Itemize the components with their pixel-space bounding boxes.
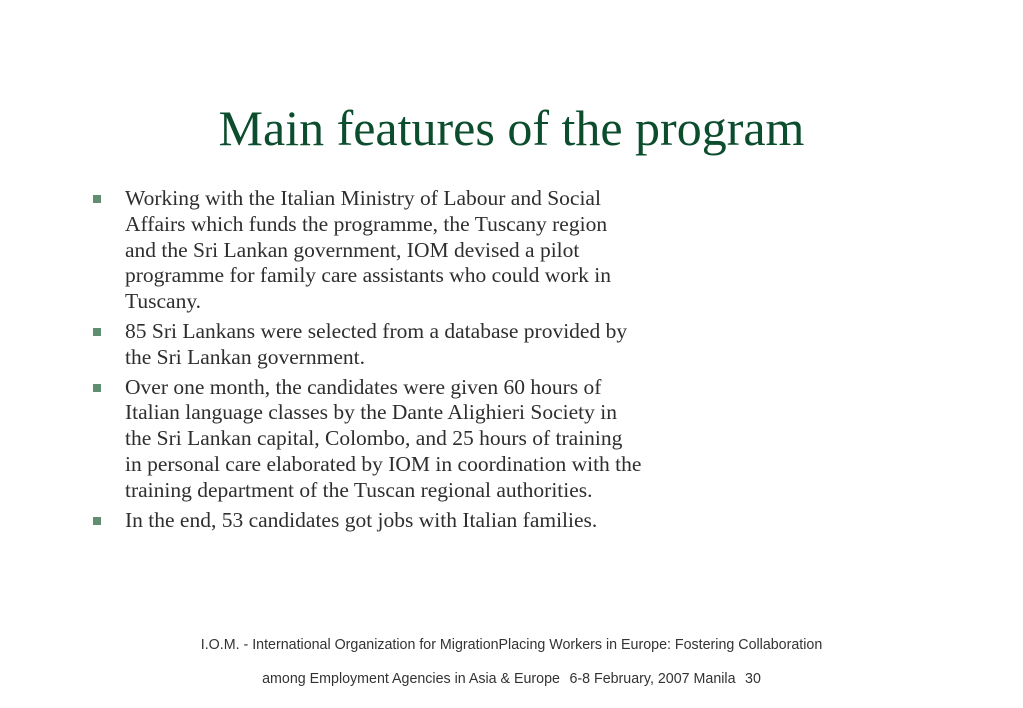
- bullet-line: Affairs which funds the programme, the Tuscany region: [125, 211, 608, 236]
- square-bullet-icon: [93, 195, 101, 203]
- bullet-item: [90, 508, 790, 534]
- bullet-line: 85 Sri Lankans were selected from a database provided by: [125, 318, 628, 343]
- footer-event-title: Placing Workers in Europe: Fostering Collaboration: [498, 636, 823, 653]
- footer-date-place: 6-8 February, 2007 Manila: [569, 670, 736, 687]
- bullet-line: the Sri Lankan capital, Colombo, and 25 hours of training: [125, 426, 623, 451]
- bullet-line: the Sri Lankan government.: [125, 344, 366, 369]
- bullet-line: training department of the Tuscan regional authorities.: [125, 477, 593, 502]
- slide-title: Main features of the program: [218, 100, 805, 156]
- footer-organization: I.O.M. - International Organization for Migration: [200, 636, 499, 653]
- bullet-line: In the end, 53 candidates got jobs with Italian families.: [125, 507, 598, 532]
- bullet-line: programme for family care assistants who could work in: [125, 263, 612, 288]
- page-number: 30: [745, 670, 761, 687]
- bullet-line: Tuscany.: [125, 289, 202, 314]
- square-bullet-icon: [93, 384, 101, 392]
- bullet-line: and the Sri Lankan government, IOM devised a pilot: [125, 237, 580, 262]
- square-bullet-icon: [93, 328, 101, 336]
- bullet-item: [90, 319, 790, 371]
- bullet-item: [90, 186, 790, 315]
- footer-event-title-continued: among Employment Agencies in Asia & Europe: [262, 670, 560, 687]
- bullet-list: [90, 186, 790, 537]
- bullet-line: Working with the Italian Ministry of Labour and Social: [125, 186, 601, 210]
- bullet-line: Italian language classes by the Dante Alighieri Society in: [125, 400, 617, 425]
- bullet-item: [90, 375, 790, 504]
- footer-line-1: [26, 636, 998, 653]
- bullet-line: Over one month, the candidates were given 60 hours of: [125, 374, 602, 399]
- bullet-line: in personal care elaborated by IOM in coordination with the: [125, 451, 642, 476]
- footer-line-2: [26, 670, 998, 687]
- square-bullet-icon: [93, 517, 101, 525]
